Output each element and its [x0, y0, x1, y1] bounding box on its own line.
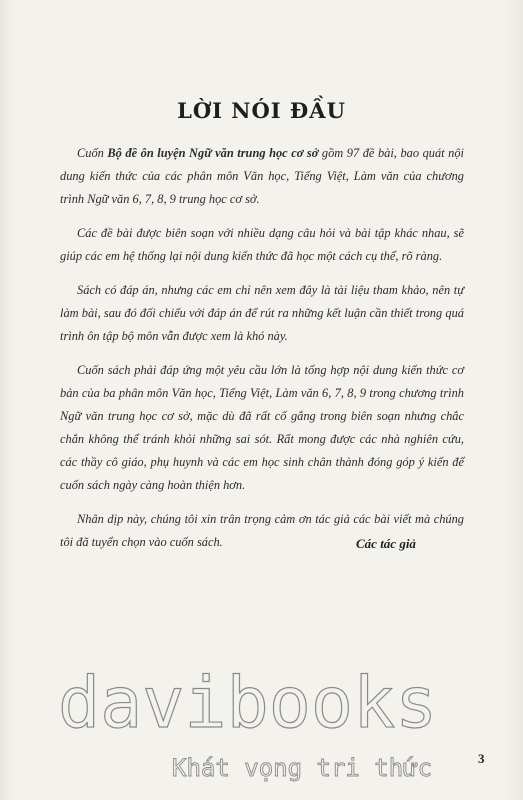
- watermark-tagline: Khát vọng tri thức: [172, 754, 433, 782]
- signature: Các tác giả: [356, 536, 416, 551]
- book-title: Bộ đề ôn luyện Ngữ văn trung học cơ sở: [107, 146, 319, 160]
- paragraph-1-start: Cuốn: [77, 146, 108, 160]
- paragraph-1: [60, 142, 464, 211]
- paragraph-5: Nhân dịp này, chúng tôi xin trân trọng cảm ơn tác giả các bài viết mà chúng tôi đã tuyển chọn vào cuốn sách.: [60, 512, 464, 549]
- page-title: LỜI NÓI ĐẦU: [177, 98, 346, 123]
- paragraph-3: Sách có đáp án, nhưng các em chỉ nên xem đây là tài liệu tham khảo, nên tự làm bài, sau đó đối chiếu với đáp án để rút ra những kết luận cần thiết trong quá trình ôn tập bộ môn vẫn được xem là khó này.: [60, 283, 464, 343]
- paragraph-4: Cuốn sách phải đáp ứng một yêu cầu lớn là tổng hợp nội dung kiến thức cơ bản của ba phân môn Văn học, Tiếng Việt, Làm văn 6, 7, 8, 9 trong chương trình Ngữ văn trung học cơ sở, mặc dù đã rất cố gắng trong biên soạn nhưng chắc chắn không thể tránh khỏi những sai sót. Rất mong được các nhà nghiên cứu, các thầy cô giáo, phụ huynh và các em học sinh chân thành đóng góp ý kiến để cuốn sách ngày càng hoàn thiện hơn.: [60, 363, 464, 492]
- paragraph-2: Các đề bài được biên soạn với nhiều dạng câu hỏi và bài tập khác nhau, sẽ giúp các em hệ thống lại nội dung kiến thức đã học một cách cụ thể, rõ ràng.: [60, 226, 464, 263]
- watermark-brand: davibooks: [58, 662, 438, 744]
- page-number: 3: [478, 751, 485, 766]
- paragraph-1-end: gồm 97 đề bài, bao quát nội dung kiến thức của các phân môn Văn học, Tiếng Việt, Làm văn của chương trình Ngữ văn 6, 7, 8, 9 trung học cơ sở.: [60, 146, 464, 206]
- preface-body: [60, 142, 464, 565]
